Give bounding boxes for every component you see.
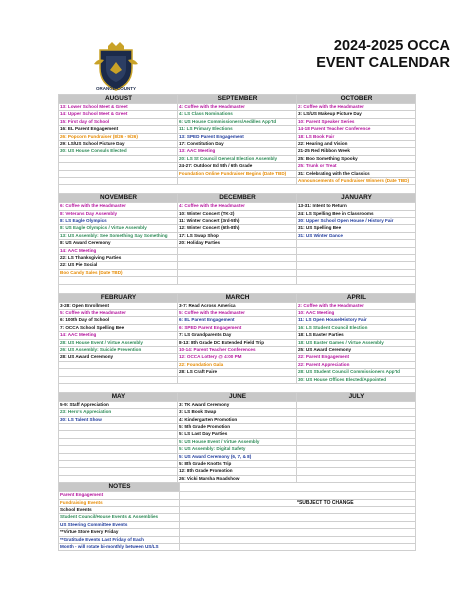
event-row: [59, 248, 416, 255]
event-cell: [297, 454, 416, 461]
event-row: [59, 225, 416, 232]
event-row: [59, 310, 416, 317]
event-cell: 22: US Pie Social: [59, 262, 178, 269]
event-cell: [59, 277, 178, 284]
month-header: MARCH: [178, 294, 297, 303]
event-row: [59, 369, 416, 376]
blank-cell: [180, 514, 416, 521]
blank-cell: [180, 492, 416, 499]
blank-cell: [180, 544, 416, 551]
event-row: [59, 461, 416, 468]
school-crest-logo: [92, 40, 140, 92]
event-cell: 15: First day of School: [59, 119, 178, 126]
event-cell: 14: AAC Meeting: [59, 248, 178, 255]
event-cell: [59, 156, 178, 163]
blank-cell: [180, 537, 416, 544]
event-cell: 25: Boo Something Spooky: [297, 156, 416, 163]
event-cell: [297, 431, 416, 438]
month-header: AUGUST: [59, 95, 178, 104]
event-cell: [297, 461, 416, 468]
event-cell: 5: US House Event / Virtue Assembly: [178, 439, 297, 446]
event-cell: 31: US Spelling Bee: [297, 225, 416, 232]
event-row: [59, 141, 416, 148]
event-row: [59, 317, 416, 324]
event-row: [59, 409, 416, 416]
event-cell: 21-25 Red Ribbon Week: [297, 148, 416, 155]
event-row: [59, 402, 416, 409]
event-cell: [59, 171, 178, 178]
event-cell: 4: Coffee with the Headmaster: [178, 104, 297, 111]
event-row: [59, 446, 416, 453]
month-header-row: [59, 393, 416, 402]
event-cell: [59, 369, 178, 376]
notes-row: [59, 537, 416, 544]
event-cell: [59, 454, 178, 461]
event-cell: [297, 424, 416, 431]
notes-heading: NOTES: [59, 483, 180, 492]
event-row: [59, 156, 416, 163]
event-row: [59, 468, 416, 475]
subject-to-change-note: *SUBJECT TO CHANGE: [297, 500, 354, 506]
event-cell: 22: Hearing and Vision: [297, 141, 416, 148]
event-cell: 10: AAC Meeting: [297, 310, 416, 317]
event-cell: [59, 446, 178, 453]
title-line-1: 2024-2025 OCCA: [333, 38, 450, 54]
event-cell: 14: Upper School Meet & Greet: [59, 111, 178, 118]
event-cell: [297, 240, 416, 247]
event-cell: 28: LS Craft Faire: [178, 369, 297, 376]
event-cell: [297, 439, 416, 446]
event-cell: 28: US Student Council Commissioners App'td: [297, 369, 416, 376]
event-cell: 8: LS Eagle Olympics: [59, 218, 178, 225]
event-row: [59, 178, 416, 185]
event-cell: [297, 262, 416, 269]
event-cell: 22: Parent Appreciation: [297, 362, 416, 369]
event-cell: 7: LS Grandparents Day: [178, 332, 297, 339]
event-cell: 28: US Award Ceremony: [59, 354, 178, 361]
event-cell: [59, 362, 178, 369]
event-cell: [297, 409, 416, 416]
event-cell: 30: US House Offices Elected/Appointed: [297, 377, 416, 384]
event-cell: 26: US Assembly: Suicide Prevention: [59, 347, 178, 354]
event-cell: 5-9: Staff Appreciation: [59, 402, 178, 409]
month-header-row: [59, 294, 416, 303]
section-spacer: [59, 384, 416, 393]
event-cell: 8: Veterans Day Assembly: [59, 211, 178, 218]
event-cell: [297, 248, 416, 255]
logo-caption: ORANGE COUNTY: [95, 86, 136, 91]
event-row: [59, 148, 416, 155]
event-cell: 12: 8th Grade Promotion: [178, 468, 297, 475]
event-cell: [297, 468, 416, 475]
event-cell: 3: LS Book Swap: [178, 409, 297, 416]
event-cell: 4: LS Class Nominations: [178, 111, 297, 118]
event-cell: 30: Upper School Open House / History Fair: [297, 218, 416, 225]
event-cell: 13: US Assembly: See Something Say Something: [59, 233, 178, 240]
event-cell: 5: 8th Grade Knotts Trip: [178, 461, 297, 468]
event-row: [59, 233, 416, 240]
event-cell: 12: Winter Concert (6th-8th): [178, 225, 297, 232]
event-cell: 24: LS Spelling Bee in Classrooms: [297, 211, 416, 218]
blank-cell: [180, 507, 416, 514]
notes-row: [59, 514, 416, 521]
event-cell: [59, 178, 178, 185]
event-cell: 29: LS/US School Picture Day: [59, 141, 178, 148]
event-row: [59, 439, 416, 446]
page-title: [316, 38, 450, 72]
event-cell: 20: LS St Council General Election Assembly: [178, 156, 297, 163]
event-cell: 28: US House Event / Virtue Assembly: [59, 340, 178, 347]
event-cell: 11: LS Primary Elections: [178, 126, 297, 133]
event-cell: 4: Kindergarten Promotion: [178, 417, 297, 424]
event-cell: 6: 100th Day of School: [59, 317, 178, 324]
event-row: [59, 203, 416, 210]
event-cell: 5: US Assembly: Digital Safety: [178, 446, 297, 453]
event-row: [59, 134, 416, 141]
event-cell: [59, 476, 178, 483]
blank-cell: [180, 483, 416, 492]
event-cell: 6: SPED Parent Engagement: [178, 325, 297, 332]
event-cell: 18: LS Easter Parties: [297, 332, 416, 339]
event-cell: 5: US Award Ceremony (6, 7, & 8): [178, 454, 297, 461]
event-cell: 10: Parent Speaker Series: [297, 119, 416, 126]
notes-row: [59, 529, 416, 536]
event-cell: [178, 270, 297, 277]
event-cell: [59, 439, 178, 446]
month-header: JUNE: [178, 393, 297, 402]
legend-item: Parent Engagement: [59, 492, 180, 499]
event-cell: 5: 5th Grade Promotion: [178, 424, 297, 431]
event-cell: 6: Coffee with the Headmaster: [59, 203, 178, 210]
event-cell: Announcements of Fundraiser Winners (Date TBD): [297, 178, 416, 185]
event-cell: 16: EL Parent Engagement: [59, 126, 178, 133]
event-cell: 26: Popcorn Fundraiser (8/26 - 9/26): [59, 134, 178, 141]
event-cell: [59, 461, 178, 468]
event-cell: 6: US House Commissioners/Aedilles App'td: [178, 119, 297, 126]
event-cell: 26: Vicki Marsha Roadshow: [178, 476, 297, 483]
title-line-2: EVENT CALENDAR: [316, 55, 450, 71]
event-cell: 30: US House Consuls Elected: [59, 148, 178, 155]
event-row: [59, 211, 416, 218]
event-row: [59, 347, 416, 354]
event-cell: [297, 446, 416, 453]
event-row: [59, 424, 416, 431]
legend-item: **Gratitude Events Last Friday of Each: [59, 537, 180, 544]
event-cell: 6: EL Parent Engagement: [178, 317, 297, 324]
event-cell: [59, 163, 178, 170]
legend-item: Month - will rotate bi-monthly between US/LS: [59, 544, 180, 551]
event-cell: 3-7: Read Across America: [178, 303, 297, 310]
event-cell: 10-14: Parent Teacher Conferences: [178, 347, 297, 354]
event-row: [59, 332, 416, 339]
event-row: [59, 417, 416, 424]
event-cell: Foundation Online Fundraiser Begins (Date TBD): [178, 171, 297, 178]
event-cell: 22: LS Thanksgiving Parties: [59, 255, 178, 262]
blank-cell: [180, 529, 416, 536]
event-cell: 5: Coffee with the Headmaster: [178, 310, 297, 317]
event-cell: [178, 255, 297, 262]
event-cell: Boo Candy Sales (Date TBD): [59, 270, 178, 277]
month-header: NOVEMBER: [59, 194, 178, 203]
month-header: MAY: [59, 393, 178, 402]
event-cell: 25: US Award Ceremony: [297, 347, 416, 354]
event-cell: 18: US Easter Games / Virtue Assembly: [297, 340, 416, 347]
event-cell: 3: LS/US Makeup Picture Day: [297, 111, 416, 118]
event-cell: 13: AAC Meeting: [178, 148, 297, 155]
notes-row: [59, 507, 416, 514]
event-cell: 31: US Winter Dance: [297, 233, 416, 240]
event-cell: [297, 417, 416, 424]
event-cell: 31: Celebrating with the Classics: [297, 171, 416, 178]
blank-cell: [180, 522, 416, 529]
event-row: [59, 277, 416, 284]
event-cell: 13: Lower School Meet & Greet: [59, 104, 178, 111]
event-cell: 24-27: Outdoor Ed 5th / 6th Grade: [178, 163, 297, 170]
event-cell: 11: LS Open House/History Fair: [297, 317, 416, 324]
event-row: [59, 119, 416, 126]
month-header: SEPTEMBER: [178, 95, 297, 104]
event-cell: 12: OCCA Lottery @ 4:00 PM: [178, 354, 297, 361]
event-cell: [297, 277, 416, 284]
legend-item: US Steering Committee Events: [59, 522, 180, 529]
month-header: OCTOBER: [297, 95, 416, 104]
event-row: [59, 377, 416, 384]
event-cell: 17: LS Swap Shop: [178, 233, 297, 240]
event-cell: 14-18 Parent Teacher Conference: [297, 126, 416, 133]
event-cell: 3: TK Award Ceremony: [178, 402, 297, 409]
event-cell: [297, 270, 416, 277]
event-cell: 2: Coffee with the Headmaster: [297, 104, 416, 111]
event-cell: 14: AAC Meeting: [59, 332, 178, 339]
event-cell: 20: Holiday Parties: [178, 240, 297, 247]
event-cell: 2: Coffee with the Headmaster: [297, 303, 416, 310]
event-cell: 13-31: Intent to Return: [297, 203, 416, 210]
event-row: [59, 270, 416, 277]
event-cell: 22: Parent Engagement: [297, 354, 416, 361]
event-cell: 5: Coffee with the Headmaster: [59, 310, 178, 317]
notes-row: [59, 492, 416, 499]
event-row: [59, 111, 416, 118]
section-spacer: [59, 185, 416, 194]
event-cell: [59, 377, 178, 384]
notes-header-row: [59, 483, 416, 492]
notes-row: [59, 500, 416, 507]
event-row: [59, 126, 416, 133]
legend-item: Fundraising Events: [59, 500, 180, 507]
event-cell: 16: LS Student Council Election: [297, 325, 416, 332]
event-cell: [178, 178, 297, 185]
month-header: JULY: [297, 393, 416, 402]
event-cell: 23: Hero's Appreciation: [59, 409, 178, 416]
event-cell: 10: Winter Concert (TK-2): [178, 211, 297, 218]
event-cell: [178, 377, 297, 384]
event-row: [59, 431, 416, 438]
legend-item: **Virtue Store Every Friday: [59, 529, 180, 536]
notes-row: [59, 544, 416, 551]
event-cell: 11: Winter Concert (3rd-5th): [178, 218, 297, 225]
event-cell: 8: US Award Ceremony: [59, 240, 178, 247]
event-row: [59, 262, 416, 269]
event-cell: 25: Trunk or Treat: [297, 163, 416, 170]
event-cell: 22: Foundation Gala: [178, 362, 297, 369]
month-header-row: [59, 95, 416, 104]
event-row: [59, 325, 416, 332]
event-cell: [297, 476, 416, 483]
event-row: [59, 476, 416, 483]
event-row: [59, 163, 416, 170]
event-cell: [59, 468, 178, 475]
event-row: [59, 454, 416, 461]
event-row: [59, 354, 416, 361]
event-cell: [297, 255, 416, 262]
event-row: [59, 171, 416, 178]
event-row: [59, 240, 416, 247]
event-cell: [59, 431, 178, 438]
event-row: [59, 340, 416, 347]
event-cell: [178, 277, 297, 284]
event-cell: 17: Constitution Day: [178, 141, 297, 148]
event-cell: 5: LS Last Day Parties: [178, 431, 297, 438]
event-cell: 7: OCCA School Spelling Bee: [59, 325, 178, 332]
notes-row: [59, 522, 416, 529]
event-cell: 8-13: 8th Grade DC Extended Field Trip: [178, 340, 297, 347]
month-header: FEBRUARY: [59, 294, 178, 303]
event-row: [59, 104, 416, 111]
event-cell: 30: LS Talent Show: [59, 417, 178, 424]
month-header: DECEMBER: [178, 194, 297, 203]
section-spacer: [59, 285, 416, 294]
event-cell: 18: LS Book Fair: [297, 134, 416, 141]
event-cell: [59, 424, 178, 431]
event-calendar-grid: [58, 94, 416, 551]
month-header-row: [59, 194, 416, 203]
event-cell: 8: US Eagle Olympics / Virtue Assembly: [59, 225, 178, 232]
event-row: [59, 218, 416, 225]
event-cell: [178, 248, 297, 255]
event-cell: 13: SPED Parent Engagement: [178, 134, 297, 141]
event-cell: 3-28: Open Enrollment: [59, 303, 178, 310]
event-row: [59, 303, 416, 310]
event-row: [59, 362, 416, 369]
legend-item: School Events: [59, 507, 180, 514]
month-header: JANUARY: [297, 194, 416, 203]
legend-item: Student Council/House Events & Assemblies: [59, 514, 180, 521]
event-cell: [178, 262, 297, 269]
event-row: [59, 255, 416, 262]
event-cell: 4: Coffee with the Headmaster: [178, 203, 297, 210]
month-header: APRIL: [297, 294, 416, 303]
event-cell: [297, 402, 416, 409]
